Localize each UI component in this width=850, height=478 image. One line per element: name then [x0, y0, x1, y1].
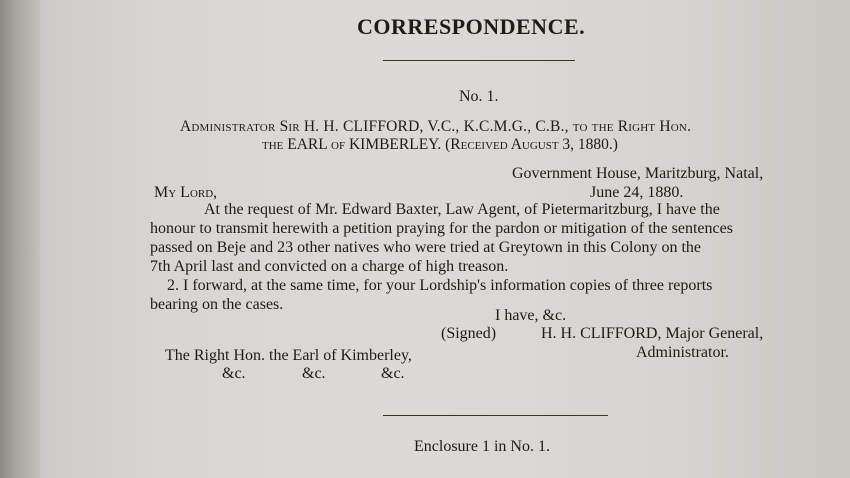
- etc-1: &c.: [222, 365, 246, 382]
- document-number: No. 1.: [459, 88, 499, 105]
- enclosure-heading: Enclosure 1 in No. 1.: [414, 438, 550, 455]
- closing: I have, &c.: [495, 307, 567, 324]
- letter-title-line-1: Administrator Sir H. H. CLIFFORD, V.C., K.C.M.G., C.B., to the Right Hon.: [180, 118, 692, 135]
- sender-address: Government House, Maritzburg, Natal,: [512, 165, 764, 182]
- body-line-2: honour to transmit herewith a petition praying for the pardon or mitigation of the sentences: [150, 220, 733, 237]
- etc-3: &c.: [381, 365, 405, 382]
- letter-date: June 24, 1880.: [590, 184, 684, 201]
- body-line-1: At the request of Mr. Edward Baxter, Law Agent, of Pietermaritzburg, I have the: [204, 201, 720, 218]
- letter-title-line-2: the EARL of KIMBERLEY. (Received August 3, 1880.): [262, 136, 618, 153]
- page-gutter: [0, 0, 40, 478]
- signature: H. H. CLIFFORD, Major General,: [541, 325, 764, 342]
- body-line-3: passed on Beje and 23 other natives who were tried at Greytown in this Colony on the: [150, 239, 701, 256]
- heading-rule: [383, 60, 575, 61]
- body-line-4: 7th April last and convicted on a charge of high treason.: [150, 258, 509, 275]
- etc-2: &c.: [302, 365, 326, 382]
- body-line-6: bearing on the cases.: [150, 296, 284, 313]
- page-heading: CORRESPONDENCE.: [357, 14, 586, 39]
- body-line-5: 2. I forward, at the same time, for your Lordship's information copies of three reports: [167, 277, 713, 294]
- salutation: My Lord,: [154, 184, 218, 201]
- signature-title: Administrator.: [636, 344, 729, 361]
- signed-label: (Signed): [441, 325, 497, 342]
- section-rule: [383, 415, 608, 416]
- addressee: The Right Hon. the Earl of Kimberley,: [165, 347, 412, 364]
